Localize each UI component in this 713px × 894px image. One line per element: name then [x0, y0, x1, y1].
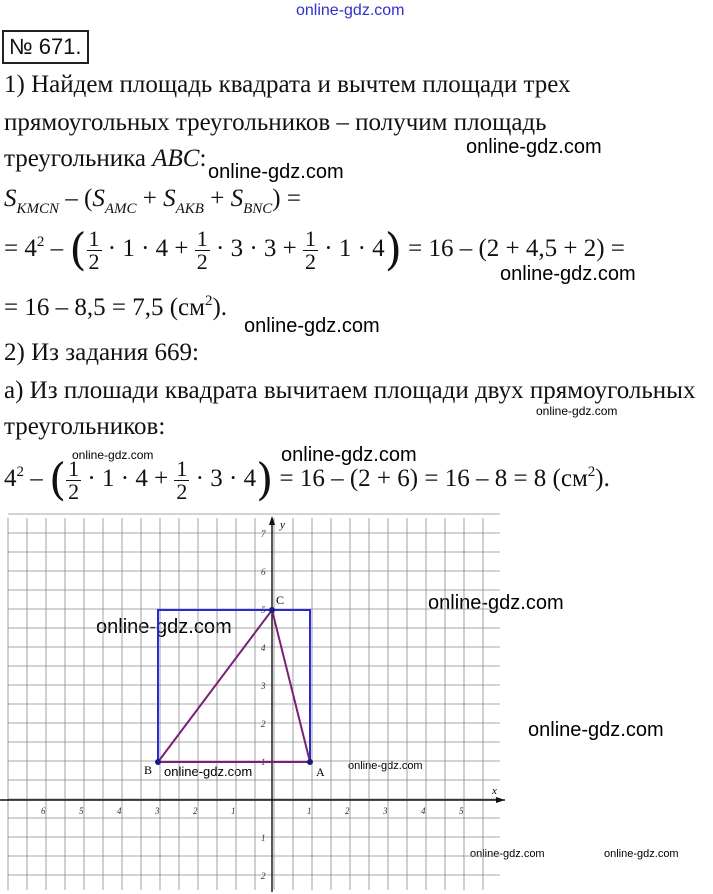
s-symbol: S — [163, 185, 176, 212]
y-tick-label: 4 — [261, 643, 266, 653]
f4-minus: – — [24, 465, 49, 493]
watermark: online-gdz.com — [428, 592, 564, 614]
watermark-top[interactable]: online-gdz.com — [296, 2, 405, 19]
plus: + — [136, 185, 164, 212]
y-tick-label: 3 — [261, 681, 266, 691]
unit: см — [178, 294, 205, 321]
point-a — [307, 759, 313, 765]
sub-bnc: BNC — [243, 201, 273, 217]
y-axis-label: y — [280, 519, 285, 531]
fraction-half: $\frac{1}{2}$ — [88, 226, 100, 274]
colon: : — [199, 145, 207, 172]
y-tick-label: 2 — [261, 719, 266, 729]
minus-paren: – ( — [59, 185, 93, 212]
square-kmcn — [158, 610, 310, 762]
watermark: online-gdz.com — [604, 848, 679, 860]
s-symbol: S — [92, 185, 105, 212]
unit: см — [560, 465, 588, 493]
x-tick-label: 1 — [307, 806, 312, 816]
f4-end: . — [603, 465, 610, 493]
formula-step2: $4^2$ – ( $\frac{1}{2}$ · 1 · 4 + $\frac{1}{2}$ · 3 · 4) = 16 – (2 + 6) = 16 – 8 = 8 $(см^2)$. — [4, 454, 610, 506]
watermark: online-gdz.com — [348, 760, 423, 772]
watermark: online-gdz.com — [164, 764, 253, 779]
point-label-b: B — [144, 763, 153, 777]
x-tick-label: 3 — [155, 806, 160, 816]
f4-t1: · 1 · 4 + — [81, 465, 175, 493]
close-eq: ) = — [272, 185, 301, 212]
watermark: online-gdz.com — [208, 161, 344, 183]
f4-t2: · 3 · 4 — [189, 465, 257, 493]
fraction-half: $\frac{1}{2}$ — [196, 226, 208, 274]
fraction-half: $\frac{1}{2}$ — [305, 226, 317, 274]
point-label-a: A — [316, 765, 325, 779]
point-c — [269, 607, 275, 613]
paren-open: ( — [69, 224, 87, 276]
f2-t2: · 3 · 3 + — [209, 235, 304, 263]
step1-line2: прямоугольных треугольников – получим площадь — [4, 109, 547, 136]
problem-number: № 671. — [2, 30, 89, 64]
sub-akb: AKB — [175, 201, 204, 217]
watermark: online-gdz.com — [528, 719, 664, 741]
unit-sq: 2 — [204, 293, 213, 309]
f2-minus: – — [44, 235, 70, 263]
sub-amc: AMC — [104, 201, 137, 217]
f4-sq: 2 — [16, 464, 24, 481]
watermark: online-gdz.com — [96, 616, 232, 638]
triangle-abc-label: ABC — [152, 145, 200, 172]
watermark: online-gdz.com — [281, 444, 417, 466]
x-tick-label: 6 — [41, 806, 46, 816]
x-tick-label: 2 — [345, 806, 350, 816]
triangle-abc — [158, 610, 310, 762]
paren-close: ) — [384, 224, 402, 276]
f2-sq: 2 — [36, 234, 45, 251]
formula-result: = 16 – 8,5 = 7,5 $(см^2)$. — [4, 293, 228, 321]
y-tick-label: 6 — [261, 567, 266, 577]
step2-title: 2) Из задания 669: — [4, 339, 199, 366]
plus: + — [203, 185, 231, 212]
fraction-half: $\frac{1}{2}$ — [68, 456, 80, 504]
f3-end: . — [220, 294, 228, 321]
y-tick-label: 1 — [261, 833, 266, 843]
s-symbol: S — [4, 185, 17, 212]
f4-result: = 16 – (2 + 6) = 16 – 8 = 8 — [273, 465, 553, 493]
f2-t1: · 1 · 4 + — [101, 235, 195, 263]
f2-result: = 16 – (2 + 4,5 + 2) = — [401, 235, 625, 263]
f2-start: = 4 — [4, 235, 37, 263]
unit-sq: 2 — [587, 464, 596, 481]
coordinate-grid-diagram — [0, 510, 520, 894]
y-tick-label: 2 — [261, 871, 266, 881]
x-tick-label: 2 — [193, 806, 198, 816]
formula-area-expression — [4, 186, 301, 217]
step2-a-line2: треугольников: — [4, 413, 166, 440]
fraction-half: $\frac{1}{2}$ — [176, 456, 188, 504]
y-tick-label: 5 — [261, 605, 266, 615]
watermark: online-gdz.com — [244, 315, 380, 337]
sub-kmcn: KMCN — [16, 201, 60, 217]
x-tick-label: 5 — [459, 806, 464, 816]
point-label-c: C — [276, 593, 285, 607]
f3-text: = 16 – 8,5 = 7,5 — [4, 294, 170, 321]
paren-open: ( — [49, 454, 67, 506]
x-tick-label: 4 — [421, 806, 426, 816]
watermark: online-gdz.com — [470, 848, 545, 860]
paren-close: ) — [256, 454, 274, 506]
step2-a-line1: а) Из плошади квадрата вычитаем площади двух прямоугольных — [4, 377, 696, 404]
step1-line1: 1) Найдем площадь квадрата и вычтем площади трех — [4, 71, 571, 98]
watermark: online-gdz.com — [72, 448, 154, 462]
x-tick-label: 4 — [117, 806, 122, 816]
y-tick-label: 1 — [261, 757, 266, 767]
f4-start: 4 — [4, 465, 17, 493]
x-tick-label: 3 — [383, 806, 388, 816]
step1-line3 — [4, 146, 206, 171]
watermark: online-gdz.com — [500, 263, 636, 285]
x-tick-label: 1 — [231, 806, 236, 816]
point-b — [155, 759, 161, 765]
x-tick-label: 5 — [79, 806, 84, 816]
x-axis-label: x — [492, 785, 497, 797]
f2-t3: · 1 · 4 — [318, 235, 385, 263]
s-symbol: S — [230, 185, 244, 212]
y-tick-label: 7 — [261, 529, 266, 539]
watermark: online-gdz.com — [466, 136, 602, 158]
watermark: online-gdz.com — [536, 404, 618, 418]
x-axis-arrow — [496, 797, 505, 803]
step1-line3-text: треугольника — [4, 145, 153, 172]
